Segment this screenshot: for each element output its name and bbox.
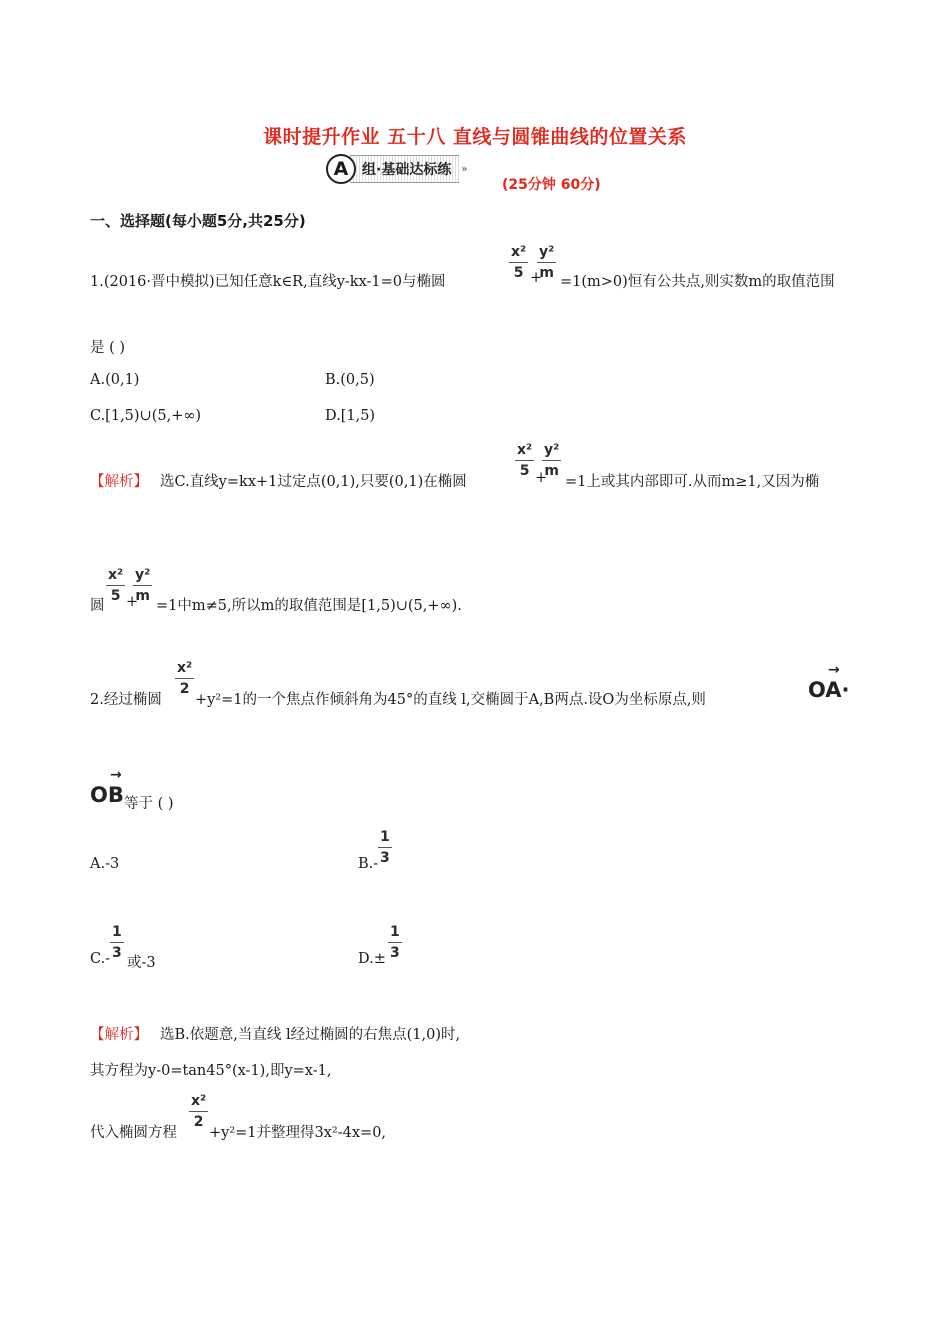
q2-option-d-frac <box>388 924 402 961</box>
q1-frac2-num: y² <box>537 244 556 263</box>
q1-text-before: 1.(2016·晋中模拟)已知任意k∈R,直线y-kx-1=0与椭圆 <box>90 274 446 290</box>
q1-analysis2-frac-y2-over-m <box>133 567 152 604</box>
q2-option-c-prefix: C.- <box>90 951 111 967</box>
q2-option-b-prefix: B.- <box>358 856 379 872</box>
group-badge <box>326 154 467 184</box>
q2-option-d-prefix: D.± <box>358 951 386 967</box>
q1-analysis2-frac1-den: 5 <box>110 588 121 604</box>
q2-text-after: +y²=1的一个焦点作倾斜角为45°的直线 l,交椭圆于A,B两点.设O为坐标原点,则 <box>195 692 706 708</box>
badge-text: 组·基础达标练 <box>350 155 459 183</box>
vector-oa-label: OA <box>808 678 842 702</box>
vector-arrow-icon: → <box>828 662 840 678</box>
q2-analysis-line3-before: 代入椭圆方程 <box>90 1125 177 1141</box>
q1-option-d: D.[1,5) <box>325 408 376 424</box>
q2-option-d-num: 1 <box>388 924 402 943</box>
q2-option-c-frac <box>110 924 124 961</box>
q1-option-a: A.(0,1) <box>90 372 140 388</box>
q2-frac-num: x² <box>175 660 194 679</box>
page-title: 课时提升作业 五十八 直线与圆锥曲线的位置关系 <box>263 126 687 148</box>
q1-option-c: C.[1,5)∪(5,+∞) <box>90 408 202 424</box>
vector-arrow-icon: → <box>110 767 122 783</box>
q1-option-b: B.(0,5) <box>325 372 375 388</box>
double-chevron-icon: » <box>461 163 468 175</box>
q2-option-b-den: 3 <box>380 850 390 866</box>
q1-frac2-den: m <box>539 265 554 281</box>
q1-analysis-line2-prefix: 圆 <box>90 598 105 614</box>
q1-frac1-den: 5 <box>513 265 524 281</box>
q2-option-c-num: 1 <box>110 924 124 943</box>
q2-option-c-den: 3 <box>112 945 122 961</box>
q1-analysis2-frac-x2-over-5 <box>106 567 125 604</box>
q1-analysis-frac2-den: m <box>544 463 559 479</box>
q1-text-line2: 是 ( ) <box>90 340 126 356</box>
q1-frac1-num: x² <box>509 244 528 263</box>
q2-option-a: A.-3 <box>90 856 120 872</box>
q2-analysis-frac-num: x² <box>189 1093 208 1112</box>
q1-analysis-frac1-num: x² <box>515 442 534 461</box>
q2-option-b-frac <box>378 829 392 866</box>
q1-plus: + <box>530 270 543 286</box>
q2-analysis-label: 【解析】 <box>90 1027 148 1043</box>
vector-oa <box>808 662 850 702</box>
q1-frac-x2-over-5 <box>509 244 528 281</box>
section-heading: 一、选择题(每小题5分,共25分) <box>90 212 306 230</box>
q1-analysis-frac2-num: y² <box>542 442 561 461</box>
q2-analysis-frac-x2-over-2 <box>189 1093 208 1130</box>
timing: (25分钟 60分) <box>502 177 601 193</box>
q1-analysis-line2-after: =1中m≠5,所以m的取值范围是[1,5)∪(5,+∞). <box>156 598 462 614</box>
q1-text-after: =1(m>0)恒有公共点,则实数m的取值范围 <box>560 274 835 290</box>
q2-text-line2: 等于 ( ) <box>124 796 174 812</box>
q2-frac-x2-over-2 <box>175 660 194 697</box>
q2-frac-den: 2 <box>179 681 190 697</box>
q1-analysis-frac-x2-over-5 <box>515 442 534 479</box>
q1-analysis-line1-after: =1上或其内部即可.从而m≥1,又因为椭 <box>565 474 820 490</box>
badge-letter: A <box>326 154 356 184</box>
q2-option-d-den: 3 <box>390 945 400 961</box>
q2-analysis-line2: 其方程为y-0=tan45°(x-1),即y=x-1, <box>90 1063 332 1079</box>
q1-analysis2-frac1-num: x² <box>106 567 125 586</box>
dot-product-symbol: · <box>841 678 850 702</box>
q2-analysis-line3-after: +y²=1并整理得3x²-4x=0, <box>209 1125 387 1141</box>
q1-analysis2-plus: + <box>126 594 139 610</box>
vector-ob-label: OB <box>90 783 124 807</box>
q2-text-before: 2.经过椭圆 <box>90 692 162 708</box>
q2-analysis-line1: 选B.依题意,当直线 l经过椭圆的右焦点(1,0)时, <box>160 1027 461 1043</box>
q2-option-b-num: 1 <box>378 829 392 848</box>
q2-option-c-suffix: 或-3 <box>127 955 156 971</box>
q1-analysis-plus: + <box>535 470 548 486</box>
q1-analysis-line1-before: 选C.直线y=kx+1过定点(0,1),只要(0,1)在椭圆 <box>160 474 467 490</box>
q1-analysis2-frac2-den: m <box>135 588 150 604</box>
q1-analysis-frac-y2-over-m <box>542 442 561 479</box>
q2-analysis-frac-den: 2 <box>193 1114 204 1130</box>
vector-ob <box>90 767 124 807</box>
q1-analysis2-frac2-num: y² <box>133 567 152 586</box>
q1-analysis-frac1-den: 5 <box>519 463 530 479</box>
q1-analysis-label: 【解析】 <box>90 474 148 490</box>
q1-frac-y2-over-m <box>537 244 556 281</box>
